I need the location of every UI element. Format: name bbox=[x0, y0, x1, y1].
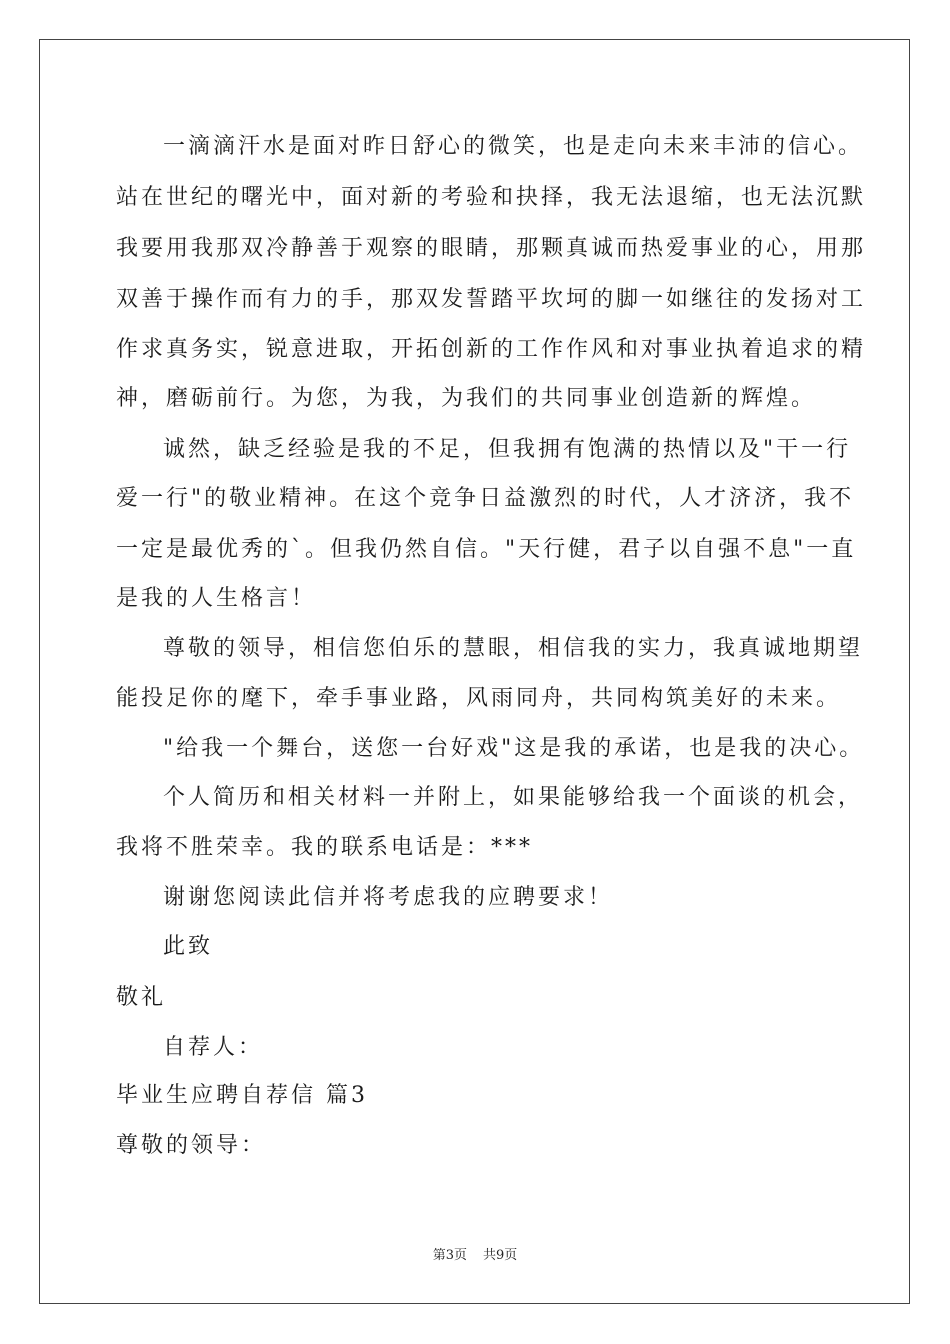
paragraph-line: 诚然，缺乏经验是我的不足，但我拥有饱满的热情以及"干一行 bbox=[163, 437, 852, 462]
paragraph-line: 神，磨砺前行。为您，为我，为我们的共同事业创造新的辉煌。 bbox=[116, 386, 817, 411]
page-number: 第3页 bbox=[432, 1248, 467, 1263]
paragraph-line: 站在世纪的曙光中，面对新的考验和抉择，我无法退缩，也无法沉默 bbox=[116, 185, 867, 210]
paragraph-line: 是我的人生格言！ bbox=[116, 586, 317, 611]
paragraph-line: 一滴滴汗水是面对昨日舒心的微笑，也是走向未来丰沛的信心。 bbox=[163, 134, 864, 159]
salutation-line: 敬礼 bbox=[116, 985, 167, 1010]
signature-line: 自荐人： bbox=[163, 1035, 264, 1060]
paragraph-line: 一定是最优秀的`。但我仍然自信。"天行健，君子以自强不息"一直 bbox=[116, 537, 857, 562]
paragraph-line: 作求真务实，锐意进取，开拓创新的工作作风和对事业执着追求的精 bbox=[116, 337, 867, 362]
paragraph-line: 我要用我那双冷静善于观察的眼睛，那颗真诚而热爱事业的心，用那 bbox=[116, 236, 867, 261]
paragraph-line: 能投足你的麾下，牵手事业路，风雨同舟，共同构筑美好的未来。 bbox=[116, 686, 842, 711]
paragraph-line: 我将不胜荣幸。我的联系电话是：*** bbox=[116, 835, 534, 860]
page-total: 共9页 bbox=[483, 1248, 518, 1263]
paragraph-line: 个人简历和相关材料一并附上，如果能够给我一个面谈的机会， bbox=[163, 785, 864, 810]
paragraph-line: 谢谢您阅读此信并将考虑我的应聘要求！ bbox=[163, 885, 614, 910]
paragraph-line: 双善于操作而有力的手，那双发誓踏平坎坷的脚一如继往的发扬对工 bbox=[116, 287, 867, 312]
closing-line: 此致 bbox=[163, 934, 214, 959]
page-footer bbox=[0, 1247, 950, 1265]
paragraph-line: "给我一个舞台，送您一台好戏"这是我的承诺，也是我的决心。 bbox=[163, 736, 865, 761]
paragraph-line: 爱一行"的敬业精神。在这个竞争日益激烈的时代，人才济济，我不 bbox=[116, 486, 855, 511]
paragraph-line: 尊敬的领导，相信您伯乐的慧眼，相信我的实力，我真诚地期望 bbox=[163, 636, 864, 661]
page-frame bbox=[39, 39, 910, 1304]
section-heading: 毕业生应聘自荐信 篇3 bbox=[116, 1083, 368, 1108]
greeting-line: 尊敬的领导： bbox=[116, 1133, 267, 1158]
